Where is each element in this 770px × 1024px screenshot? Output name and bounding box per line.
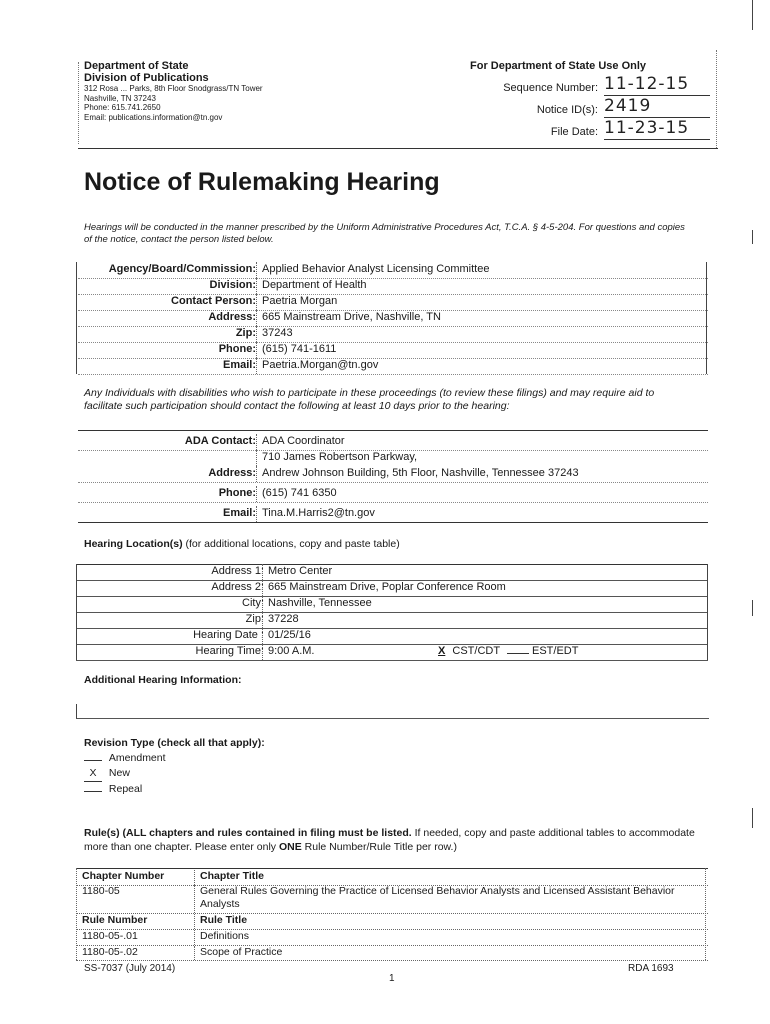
ada-phone-value[interactable]: (615) 741 6350 — [262, 487, 337, 499]
email-value[interactable]: Paetria.Morgan@tn.gov — [262, 359, 379, 371]
header-left-border — [78, 62, 79, 144]
agency-table-border-right — [706, 262, 707, 374]
page-title: Notice of Rulemaking Hearing — [84, 168, 440, 196]
email-label: Email: — [222, 359, 256, 371]
file-date-row — [470, 118, 710, 142]
hearing-address1-label: Address 1: — [211, 565, 264, 577]
rules-note-one: ONE — [278, 841, 302, 853]
rule-title[interactable]: Scope of Practice — [200, 946, 283, 958]
revision-amendment-mark[interactable] — [84, 760, 102, 761]
hearing-city-row — [76, 596, 708, 613]
rules-border-left — [76, 868, 77, 960]
revision-section — [84, 736, 265, 797]
rule-header-row — [76, 914, 708, 930]
hearing-address1-value[interactable]: Metro Center — [268, 565, 333, 577]
scan-mark — [752, 808, 753, 828]
hearing-heading-note: (for additional locations, copy and paste table) — [185, 538, 400, 550]
timezone-est-label: EST/EDT — [532, 645, 579, 657]
ada-contact-value[interactable]: ADA Coordinator — [262, 435, 345, 447]
page-number: 1 — [389, 973, 395, 984]
address-row — [78, 310, 708, 327]
hearing-border-right — [707, 564, 708, 660]
revision-repeal-mark[interactable] — [84, 791, 102, 792]
dept-name: Department of State — [84, 60, 189, 72]
hearing-heading-text: Hearing Location(s) — [84, 538, 183, 550]
table-row — [76, 946, 708, 961]
rule-title-header: Rule Title — [200, 914, 248, 926]
hearing-time-value[interactable]: 9:00 A.M. — [268, 645, 315, 657]
ada-phone-row — [78, 486, 708, 503]
hearing-city-value[interactable]: Nashville, Tennessee — [268, 597, 372, 609]
scan-mark — [752, 0, 753, 30]
division-value[interactable]: Department of Health — [262, 279, 367, 291]
hearing-zip-value[interactable]: 37228 — [268, 613, 299, 625]
hearing-date-row — [76, 628, 708, 645]
sequence-row — [470, 74, 710, 98]
rule-number[interactable]: 1180-05-.01 — [82, 930, 138, 942]
header-divider — [78, 148, 718, 149]
ada-address-line1[interactable]: 710 James Robertson Parkway, — [262, 451, 418, 463]
file-date-value[interactable]: 11-23-15 — [604, 118, 690, 138]
revision-option-amendment[interactable] — [84, 751, 265, 766]
hearing-address1-row — [76, 564, 708, 581]
ada-address-value[interactable]: Andrew Johnson Building, 5th Floor, Nashville, Tennessee 37243 — [262, 467, 579, 479]
email-row — [78, 358, 708, 375]
hearing-date-label: Hearing Date : — [193, 629, 264, 641]
chapter-row — [76, 885, 708, 914]
intro-text: Hearings will be conducted in the manner prescribed by the Uniform Administrative Procedures Act, T.C.A. § 4-5-204. For questions and copies of the notice, contact the person listed below. — [84, 222, 685, 245]
hearing-city-label: City: — [242, 597, 264, 609]
notice-value[interactable]: 2419 — [604, 96, 652, 116]
hearing-heading — [84, 538, 400, 550]
revision-new-mark[interactable]: X — [84, 766, 102, 782]
ada-phone-label: Phone: — [218, 487, 256, 499]
hearing-zip-row — [76, 612, 708, 629]
scan-mark — [752, 600, 753, 616]
rules-note — [84, 826, 704, 854]
hearing-address2-row — [76, 580, 708, 597]
agency-label: Agency/Board/Commission: — [108, 263, 256, 275]
state-use-box — [470, 60, 710, 138]
hearing-time-label: Hearing Time: — [195, 645, 264, 657]
additional-info-field[interactable] — [76, 704, 709, 719]
ada-address-label: Address: — [208, 467, 256, 479]
zip-label: Zip: — [235, 327, 256, 339]
sequence-label: Sequence Number: — [503, 82, 598, 94]
chapter-header-row — [76, 870, 708, 886]
rules-top-line — [76, 868, 708, 869]
hearing-date-value[interactable]: 01/25/16 — [268, 629, 311, 641]
rule-number-header: Rule Number — [82, 914, 148, 926]
dept-email: Email: publications.information@tn.gov — [84, 112, 223, 122]
zip-row — [78, 326, 708, 343]
revision-heading: Revision Type (check all that apply): — [84, 737, 265, 749]
revision-repeal-label: Repeal — [108, 783, 143, 795]
rule-number[interactable]: 1180-05-.02 — [82, 946, 138, 958]
hearing-time-row — [76, 644, 708, 661]
zip-value[interactable]: 37243 — [262, 327, 293, 339]
form-number: SS-7037 (July 2014) — [84, 963, 176, 974]
ada-email-value[interactable]: Tina.M.Harris2@tn.gov — [262, 507, 375, 519]
division-label: Division: — [209, 279, 256, 291]
timezone-cst-label: CST/CDT — [452, 645, 500, 657]
phone-row — [78, 342, 708, 359]
ada-email-row — [78, 506, 708, 523]
notice-row — [470, 96, 710, 120]
contact-label: Contact Person: — [171, 295, 256, 307]
ada-top-line — [78, 430, 708, 431]
timezone-est-mark[interactable] — [507, 653, 529, 654]
sequence-value[interactable]: 11-12-15 — [604, 74, 690, 94]
file-date-label: File Date: — [550, 126, 598, 138]
rules-note-bold: (ALL chapters and rules contained in filing must be listed. — [122, 827, 412, 839]
state-use-title: For Department of State Use Only — [470, 60, 647, 72]
hearing-zip-label: Zip: — [245, 613, 264, 625]
additional-heading: Additional Hearing Information: — [84, 674, 242, 686]
rules-note-tail: Rule Number/Rule Title per row.) — [304, 841, 457, 853]
ada-bottom-line — [78, 522, 708, 523]
ada-note: Any Individuals with disabilities who wish to participate in these proceedings (to review these filings) and may require aid to facilitate such participation should contact the following at least 10 days prior to the hearing: — [84, 387, 655, 412]
rule-title[interactable]: Definitions — [200, 930, 250, 942]
revision-option-repeal[interactable] — [84, 782, 265, 797]
timezone-selector[interactable] — [434, 645, 578, 657]
agency-row — [78, 262, 708, 279]
hearing-address2-label: Address 2: — [211, 581, 264, 593]
rda-number: RDA 1693 — [628, 963, 674, 974]
revision-amendment-label: Amendment — [108, 752, 166, 764]
contact-value[interactable]: Paetria Morgan — [262, 295, 338, 307]
hearing-border-left — [76, 564, 77, 660]
hearing-address2-value[interactable]: 665 Mainstream Drive, Poplar Conference Room — [268, 581, 506, 593]
division-name: Division of Publications — [84, 72, 209, 84]
timezone-cst-mark[interactable]: X — [438, 645, 446, 657]
rules-border-right — [705, 868, 706, 960]
revision-new-label: New — [108, 767, 130, 779]
dept-phone: Phone: 615.741.2650 — [84, 103, 161, 112]
agency-table-border — [76, 262, 77, 374]
contact-row — [78, 294, 708, 311]
chapter-number[interactable]: 1180-05 — [82, 885, 120, 897]
scan-mark — [752, 230, 753, 244]
notice-label: Notice ID(s): — [536, 104, 598, 116]
table-row — [76, 930, 708, 946]
header-right-border — [716, 50, 717, 148]
dept-city: Nashville, TN 37243 — [84, 93, 156, 103]
address-label: Address: — [208, 311, 256, 323]
chapter-title[interactable]: General Rules Governing the Practice of Licensed Behavior Analysts and Licensed Assistant Behavior Analysts — [200, 885, 675, 910]
phone-label: Phone: — [218, 343, 256, 355]
department-header — [84, 60, 263, 122]
revision-option-new[interactable] — [84, 766, 265, 782]
rules-note-lead: Rule(s) — [84, 827, 120, 839]
chapter-title-header: Chapter Title — [200, 870, 264, 882]
address-value[interactable]: 665 Mainstream Drive, Nashville, TN — [262, 311, 441, 323]
phone-value[interactable]: (615) 741-1611 — [262, 343, 337, 355]
division-row — [78, 278, 708, 295]
chapter-number-header: Chapter Number — [82, 870, 165, 882]
rules-note-body: If needed, copy and paste additional tables to accommodate more than one chapter. Please enter only — [84, 827, 695, 853]
ada-address-row — [78, 466, 708, 483]
ada-contact-label: ADA Contact: — [184, 435, 256, 447]
dept-address: 312 Rosa ... Parks, 8th Floor Snodgrass/TN Tower — [84, 84, 263, 93]
ada-email-label: Email: — [222, 507, 256, 519]
ada-address-line1-row — [78, 450, 708, 466]
agency-value[interactable]: Applied Behavior Analyst Licensing Committee — [262, 263, 490, 275]
ada-contact-row — [78, 434, 708, 451]
